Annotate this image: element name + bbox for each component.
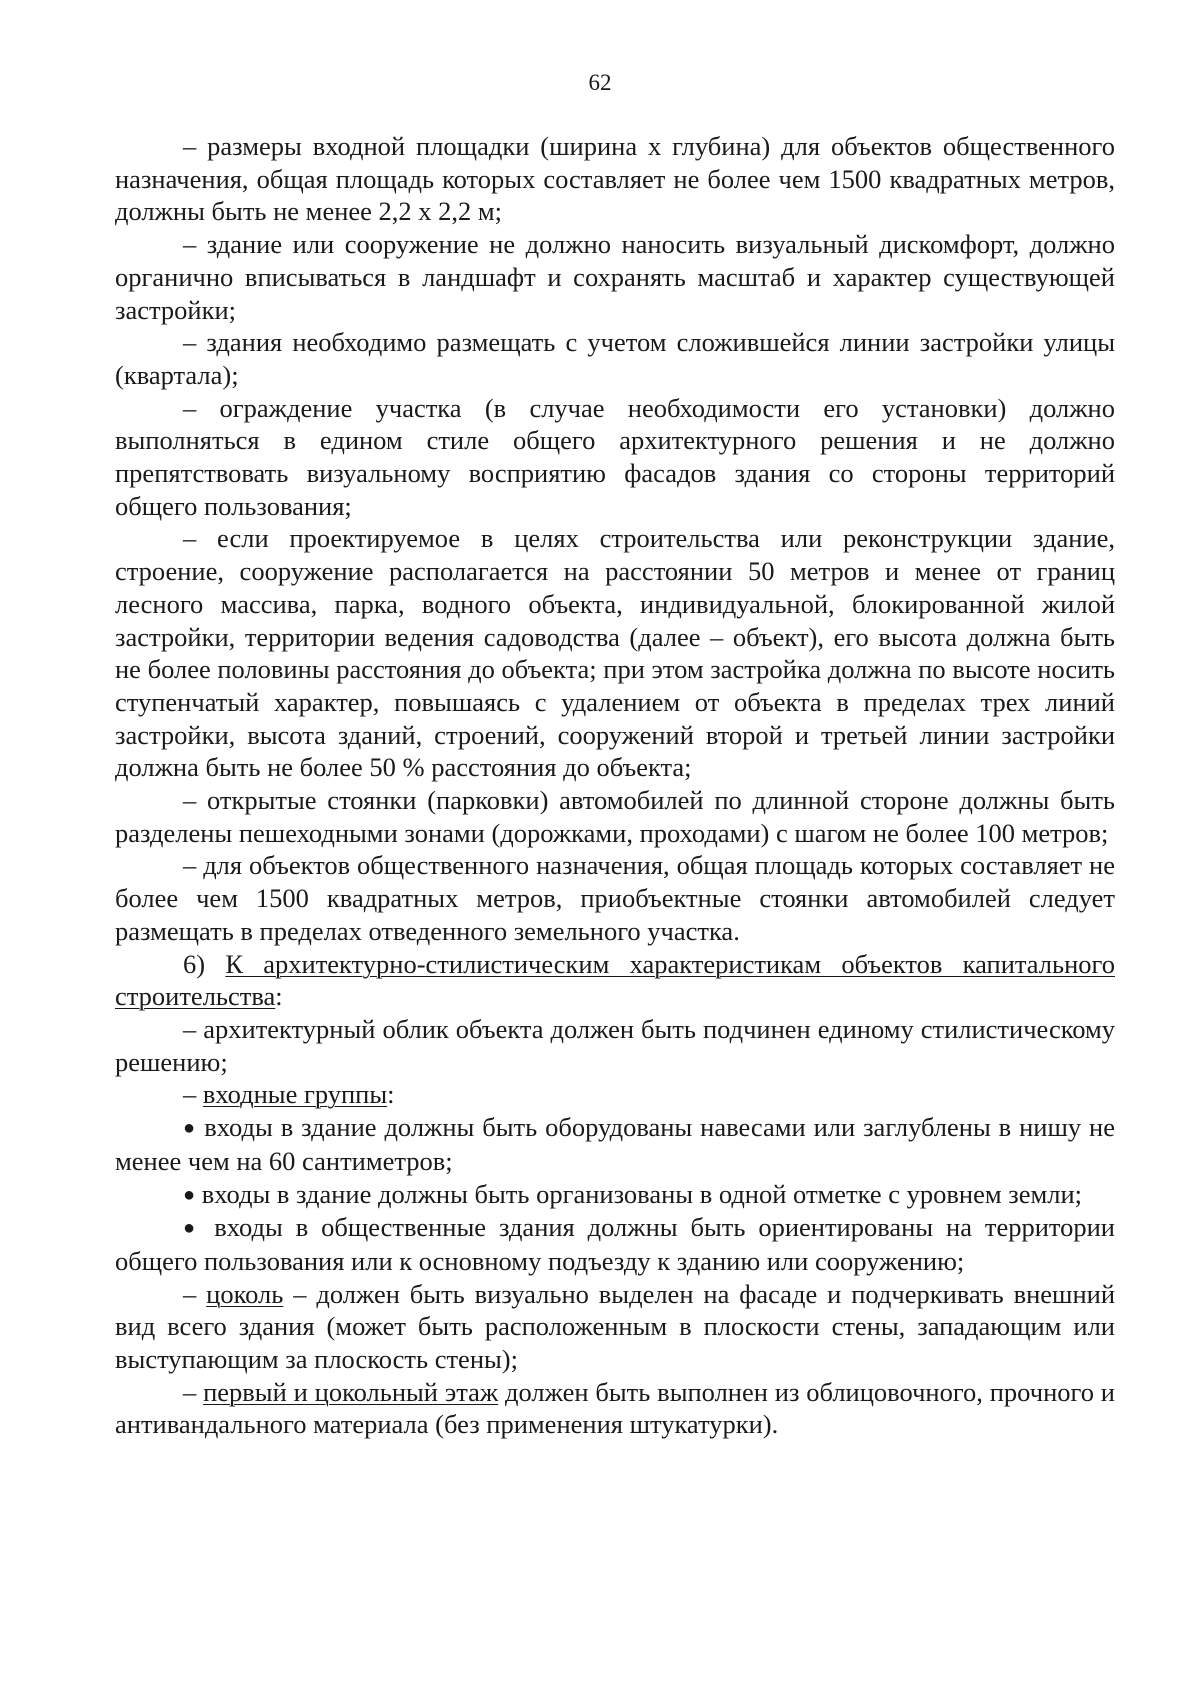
- dash-marker: –: [183, 785, 207, 816]
- paragraph-text: для объектов общественного назначения, общая площадь которых составляет не более чем 1500 квадратных метров, приобъектные стоянки автомобилей следует размещать в пределах отведенного земельного участка.: [115, 850, 1115, 946]
- paragraph-text: архитектурный облик объекта должен быть подчинен единому стилистическому решению;: [115, 1013, 1115, 1077]
- paragraph-open-parking: [115, 784, 1115, 849]
- subheading-colon: :: [387, 1079, 395, 1110]
- bullet-icon: ●: [183, 1117, 197, 1140]
- paragraph-text: здания необходимо размещать с учетом сложившейся линии застройки улицы (квартала);: [115, 327, 1115, 390]
- bullet-entrance-orientation: [115, 1211, 1115, 1277]
- dash-marker: –: [183, 131, 208, 161]
- section-number: 6): [183, 948, 226, 979]
- dash-marker: –: [183, 327, 207, 358]
- paragraph-visual-comfort: [115, 228, 1115, 326]
- document-body: [115, 130, 1115, 1441]
- underlined-term: цоколь: [206, 1278, 284, 1309]
- dash-marker: –: [183, 1278, 207, 1309]
- paragraph-text: здание или сооружение не должно наносить визуальный дискомфорт, должно органично вписываться в ландшафт и сохранять масштаб и характер существующей застройки;: [115, 229, 1115, 325]
- bullet-entrance-canopy: [115, 1111, 1115, 1177]
- paragraph-entrance-area-size: [115, 130, 1115, 228]
- paragraph-text: размеры входной площадки (ширина х глубина) для объектов общественного назначения, общая площадь которых составляет не более чем 1500 квадратных метров, должны быть не менее 2,2 х 2,2 м;: [115, 131, 1116, 227]
- paragraph-text: открытые стоянки (парковки) автомобилей по длинной стороне должны быть разделены пешеходными зонами (дорожками, проходами) с шагом не более 100 метров;: [115, 785, 1115, 848]
- dash-marker: –: [183, 229, 207, 260]
- dash-marker: –: [183, 1079, 203, 1110]
- paragraph-height-limits: [115, 522, 1115, 784]
- underlined-term: первый и цокольный этаж: [203, 1376, 499, 1407]
- paragraph-building-line: [115, 326, 1115, 391]
- dash-marker: –: [183, 1376, 204, 1407]
- paragraph-ground-floor: [115, 1376, 1115, 1441]
- paragraph-object-parking: [115, 849, 1115, 947]
- dash-marker: –: [183, 523, 218, 554]
- section-heading-architectural-characteristics: [115, 948, 1115, 1013]
- dash-marker: –: [183, 850, 204, 881]
- paragraph-text: должен быть выполнен из облицовочного, прочного и антивандального материала (без применения штукатурки).: [115, 1376, 1115, 1440]
- subheading-text: входные группы: [202, 1079, 388, 1110]
- dash-marker: –: [183, 392, 220, 423]
- paragraph-text: если проектируемое в целях строительства или реконструкции здание, строение, сооружение располагается на расстоянии 50 метров и менее от границ лесного массива, парка, водного объекта, индивидуальной, блокированной жилой застройки, территории ведения садоводства (далее – объект), его высота должна быть не более половины расстояния до объекта; при этом застройка должна по высоте носить ступенчатый характер, повышаясь с удалением от объекта в пределах трех линий застройки, высота зданий, строений, сооружений второй и третьей линии застройки должна быть не более 50 % расстояния до объекта;: [115, 523, 1116, 783]
- bullet-icon: ●: [183, 1183, 196, 1206]
- bullet-entrance-ground-level: [115, 1178, 1115, 1212]
- heading-colon: :: [275, 981, 283, 1012]
- paragraph-text: – должен быть визуально выделен на фасаде и подчеркивать внешний вид всего здания (может быть расположенным в плоскости стены, западающим или выступающим за плоскость стены);: [115, 1278, 1116, 1375]
- paragraph-plinth: [115, 1278, 1115, 1376]
- paragraph-text: входы в здание должны быть организованы в одной отметке с уровнем земли;: [195, 1178, 1082, 1209]
- bullet-icon: ●: [183, 1217, 202, 1240]
- paragraph-architectural-appearance: [115, 1013, 1115, 1078]
- paragraph-text: входы в общественные здания должны быть ориентированы на территории общего пользования или к основному подъезду к зданию или сооружению;: [115, 1212, 1115, 1276]
- section-heading-text: К архитектурно-стилистическим характеристикам объектов капитального строительства: [115, 948, 1115, 1012]
- page-number: 62: [588, 70, 612, 95]
- paragraph-text: ограждение участка (в случае необходимости его установки) должно выполняться в едином стиле общего архитектурного решения и не должно препятствовать визуальному восприятию фасадов здания со стороны территорий общего пользования;: [115, 392, 1115, 521]
- dash-marker: –: [183, 1013, 204, 1044]
- paragraph-text: входы в здание должны быть оборудованы навесами или заглублены в нишу не менее чем на 60 сантиметров;: [115, 1112, 1115, 1176]
- paragraph-fencing: [115, 392, 1115, 523]
- subheading-entrance-groups: [115, 1078, 1115, 1111]
